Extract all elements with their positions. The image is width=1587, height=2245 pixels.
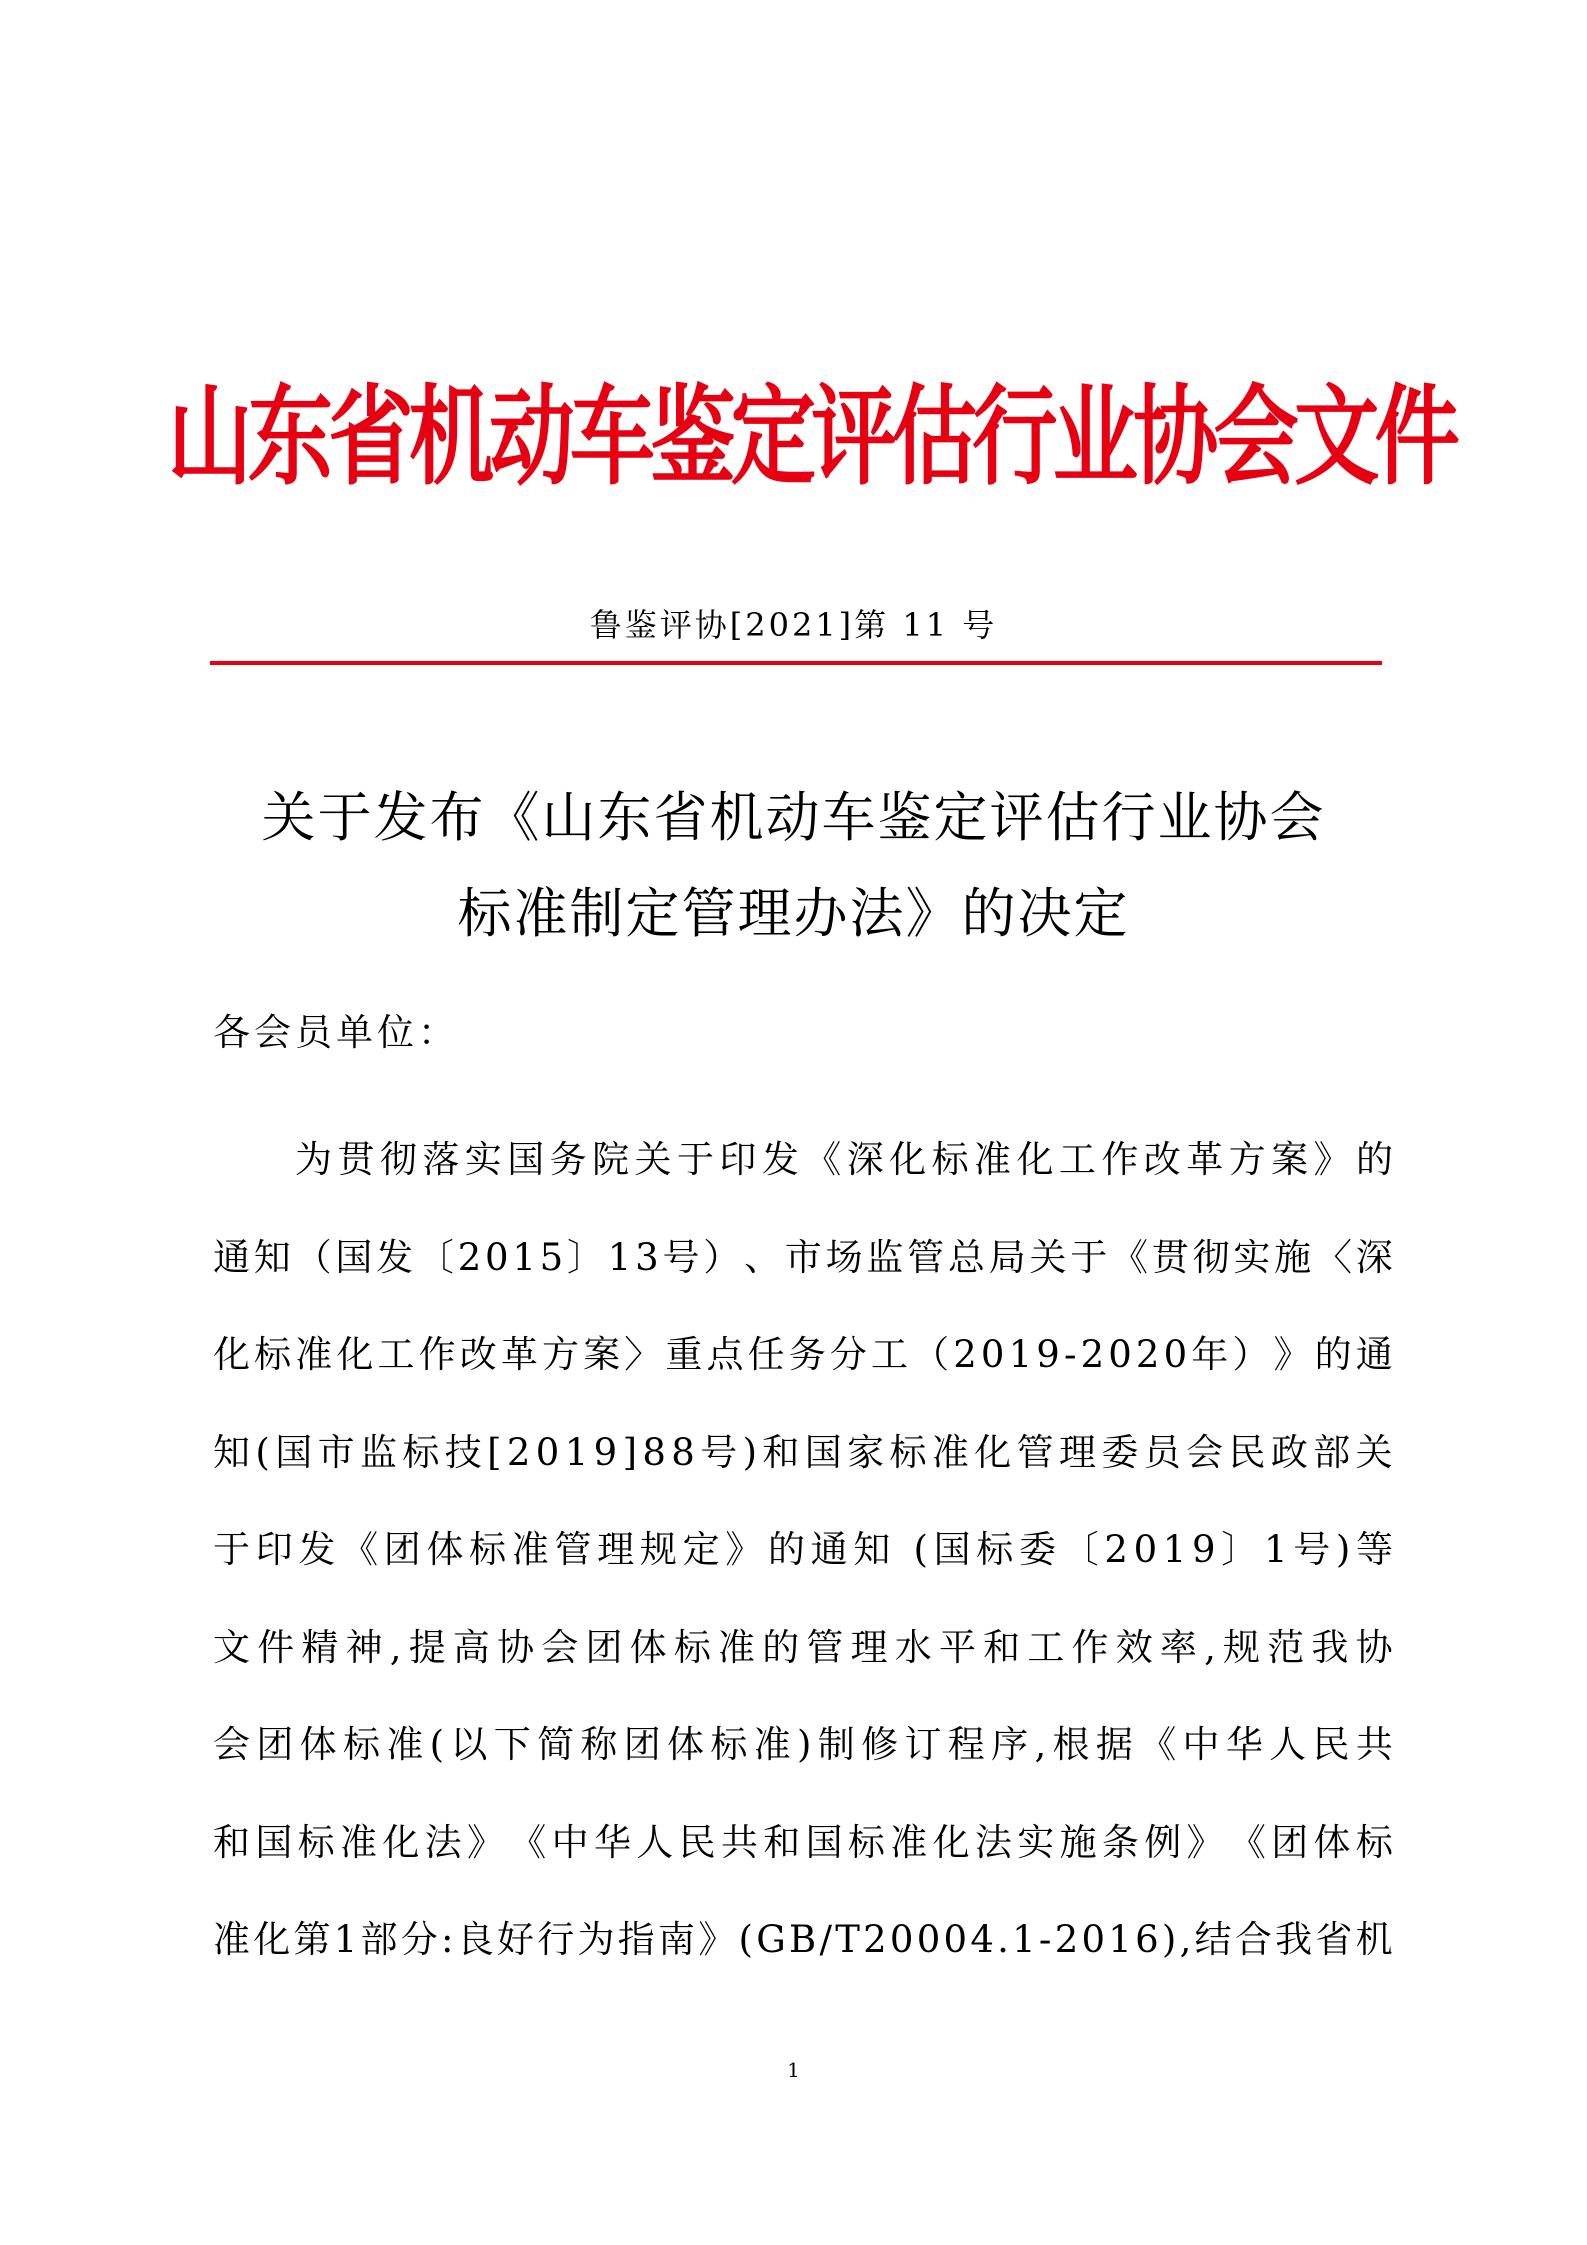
body-line: 于 印 发 《 团 体 标 准 管 理 规 定 》 的 通 知 ( 国 标 委 〔 2 0 1 9 〕 1 号 ) 等 <box>213 1528 1393 1571</box>
red-divider-line <box>210 661 1382 665</box>
body-line: 文 件 精 神 , 提 高 协 会 团 体 标 准 的 管 理 水 平 和 工 作 效 率 , 规 范 我 协 <box>213 1625 1393 1669</box>
body-paragraph <box>213 1111 1393 1989</box>
body-line: 准 化 第 1 部 分 : 良 好 行 为 指 南 》 ( G B / T 2 0 0 0 4 . 1 - 2 0 1 6 ) , 结 合 我 省 机 <box>213 1918 1393 1961</box>
body-line: 化 标 准 化 工 作 改 革 方 案 〉 重 点 任 务 分 工 （ 2 0 1 9 - 2 0 2 0 年 ） 》 的 通 <box>213 1333 1393 1376</box>
document-number: 鲁鉴评协[2021]第 11 号 <box>589 606 998 644</box>
page-number: 1 <box>787 2058 800 2082</box>
salutation: 各会员单位： <box>213 1011 459 1054</box>
masthead-title: 山东省机动车鉴定评估行业协会文件 <box>167 375 1456 500</box>
document-title <box>150 770 1437 962</box>
body-line: 会 团 体 标 准 ( 以 下 简 称 团 体 标 准 ) 制 修 订 程 序 , 根 据 《 中 华 人 民 共 <box>213 1723 1393 1766</box>
body-line: 为 贯 彻 落 实 国 务 院 关 于 印 发 《 深 化 标 准 化 工 作 改 革 方 案 》 的 <box>295 1138 1393 1181</box>
document-title-line-2: 标准制定管理办法》的决定 <box>457 882 1130 945</box>
body-line: 通 知 （ 国 发 〔 2 0 1 5 〕 1 3 号 ） 、 市 场 监 管 总 局 关 于 《 贯 彻 实 施 〈 深 <box>213 1235 1393 1279</box>
body-line: 和 国 标 准 化 法 》 《 中 华 人 民 共 和 国 标 准 化 法 实 施 条 例 》 《 团 体 标 <box>213 1820 1393 1864</box>
document-title-line-1: 关于发布《山东省机动车鉴定评估行业协会 <box>261 786 1326 849</box>
body-line: 知 ( 国 市 监 标 技 [ 2 0 1 9 ] 8 8 号 ) 和 国 家 标 准 化 管 理 委 员 会 民 政 部 关 <box>213 1430 1393 1474</box>
